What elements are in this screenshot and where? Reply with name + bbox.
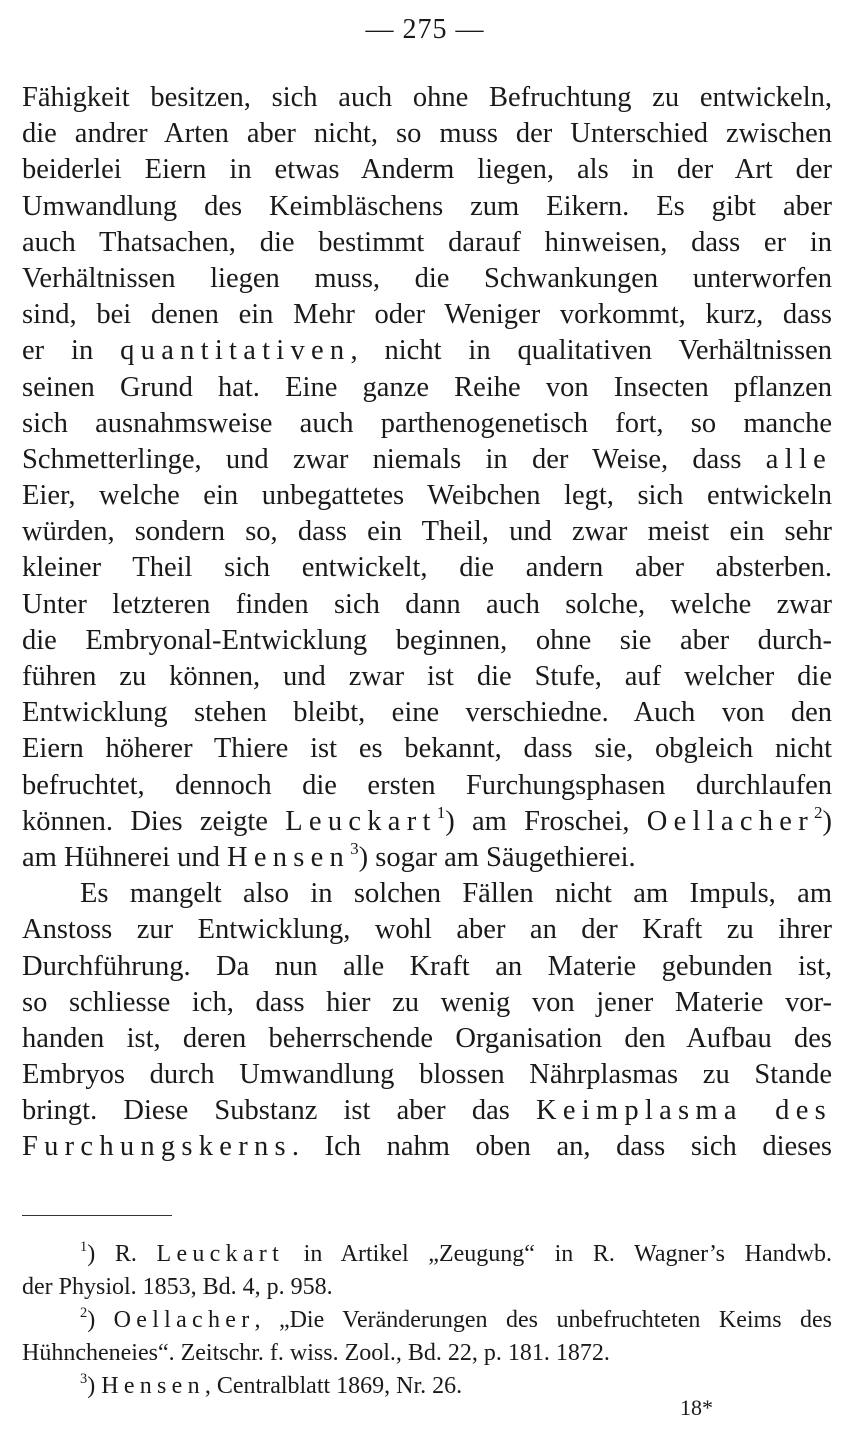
footnote-ref: 2 xyxy=(813,803,823,822)
footnote-3: $^3$) Hensen, Centralblatt 1869, Nr. 26. xyxy=(80,1370,463,1399)
text-line: bringt. Diese Substanz ist aber das Keimplasma des xyxy=(22,1095,832,1127)
text-line: Eier, welche ein unbegattetes Weibchen legt, sich entwickeln xyxy=(22,480,832,512)
text-line: beiderlei Eiern in etwas Anderm liegen, als in der Art der xyxy=(22,154,832,186)
footnote-divider xyxy=(22,1215,172,1216)
text-line: Unter letzteren finden sich dann auch solche, welche zwar xyxy=(22,588,832,620)
text-line: führen zu können, und zwar ist die Stufe, auf welcher die xyxy=(22,661,832,692)
text-line: Verhältnissen liegen muss, die Schwankungen unterworfen xyxy=(22,262,832,294)
text-line: Entwicklung stehen bleibt, eine verschiedne. Auch von den xyxy=(22,697,832,729)
text-line: auch Thatsachen, die bestimmt darauf hinweisen, dass er in xyxy=(22,226,832,258)
text-line: Anstoss zur Entwicklung, wohl aber an der Kraft zu ihrer xyxy=(22,914,832,946)
text-line: befruchtet, dennoch die ersten Furchungsphasen durchlaufen xyxy=(22,769,832,801)
text-line: Fähigkeit besitzen, sich auch ohne Befruchtung zu entwickeln, xyxy=(22,82,832,113)
text-line: Es mangelt also in solchen Fällen nicht am Impuls, am xyxy=(80,878,832,910)
text-line: die Embryonal-Entwicklung beginnen, ohne sie aber durch- xyxy=(22,624,832,656)
page-number: — 275 — xyxy=(365,14,485,45)
footnote-ref: 3 xyxy=(350,839,359,858)
spaced-emphasis: Keimplasma des xyxy=(536,1095,832,1127)
text-line: am Hühnerei und Hensen$^3$) sogar am Säugethierei. xyxy=(22,839,636,873)
text-line: Furchungskerns. Ich nahm oben an, dass sich dieses xyxy=(22,1131,832,1163)
text-line: handen ist, deren beherrschende Organisation den Aufbau des xyxy=(22,1022,832,1054)
text-line: können. Dies zeigte Leuckart$^1$) am Froschei, Oellacher$^2$) xyxy=(22,803,832,837)
footnote-ref: 1 xyxy=(436,803,446,822)
footnote-1-cont: der Physiol. 1853, Bd. 4, p. 958. xyxy=(22,1274,333,1300)
text-line: die andrer Arten aber nicht, so muss der Unterschied zwischen xyxy=(22,118,832,150)
text-line: seinen Grund hat. Eine ganze Reihe von Insecten pflanzen xyxy=(22,371,832,403)
spaced-emphasis: Leuckart xyxy=(285,805,437,837)
footnote-2: $^2$) Oellacher, „Die Veränderungen des unbefruchteten Keims des xyxy=(80,1304,832,1333)
spaced-emphasis: quantitativen xyxy=(120,335,351,367)
text-line: kleiner Theil sich entwickelt, die andern aber absterben. xyxy=(22,552,832,584)
footnote-2-cont: Hühncheneies“. Zeitschr. f. wiss. Zool., Bd. 22, p. 181. 1872. xyxy=(22,1340,610,1366)
text-line: er in quantitativen, nicht in qualitativen Verhältnissen xyxy=(22,335,832,367)
footnotes xyxy=(22,1238,832,1403)
text-line: so schliesse ich, dass hier zu wenig von jener Materie vor- xyxy=(22,986,832,1018)
spaced-emphasis: Hensen xyxy=(226,841,351,873)
text-line: Schmetterlinge, und zwar niemals in der Weise, dass alle xyxy=(22,443,832,475)
signature-mark: 18* xyxy=(680,1395,713,1420)
text-line: sich ausnahmsweise auch parthenogenetisch fort, so manche xyxy=(22,407,832,439)
text-line: Umwandlung des Keimbläschens zum Eikern. Es gibt aber xyxy=(22,190,832,222)
spaced-emphasis: alle xyxy=(765,443,832,475)
body-text xyxy=(22,80,832,1166)
text-line: würden, sondern so, dass ein Theil, und zwar meist ein sehr xyxy=(22,516,832,548)
text-line: Embryos durch Umwandlung blossen Nährplasmas zu Stande xyxy=(22,1059,832,1091)
text-line: Durchführung. Da nun alle Kraft an Materie gebunden ist, xyxy=(22,950,832,982)
text-line: Eiern höherer Thiere ist es bekannt, dass sie, obgleich nicht xyxy=(22,733,832,765)
spaced-emphasis: Furchungskerns xyxy=(22,1131,292,1163)
footnote-1: $^1$) R. Leuckart in Artikel „Zeugung“ in R. Wagner’s Handwb. xyxy=(80,1238,832,1267)
text-line: sind, bei denen ein Mehr oder Weniger vorkommt, kurz, dass xyxy=(22,299,832,331)
spaced-emphasis: Oellacher xyxy=(646,805,814,837)
